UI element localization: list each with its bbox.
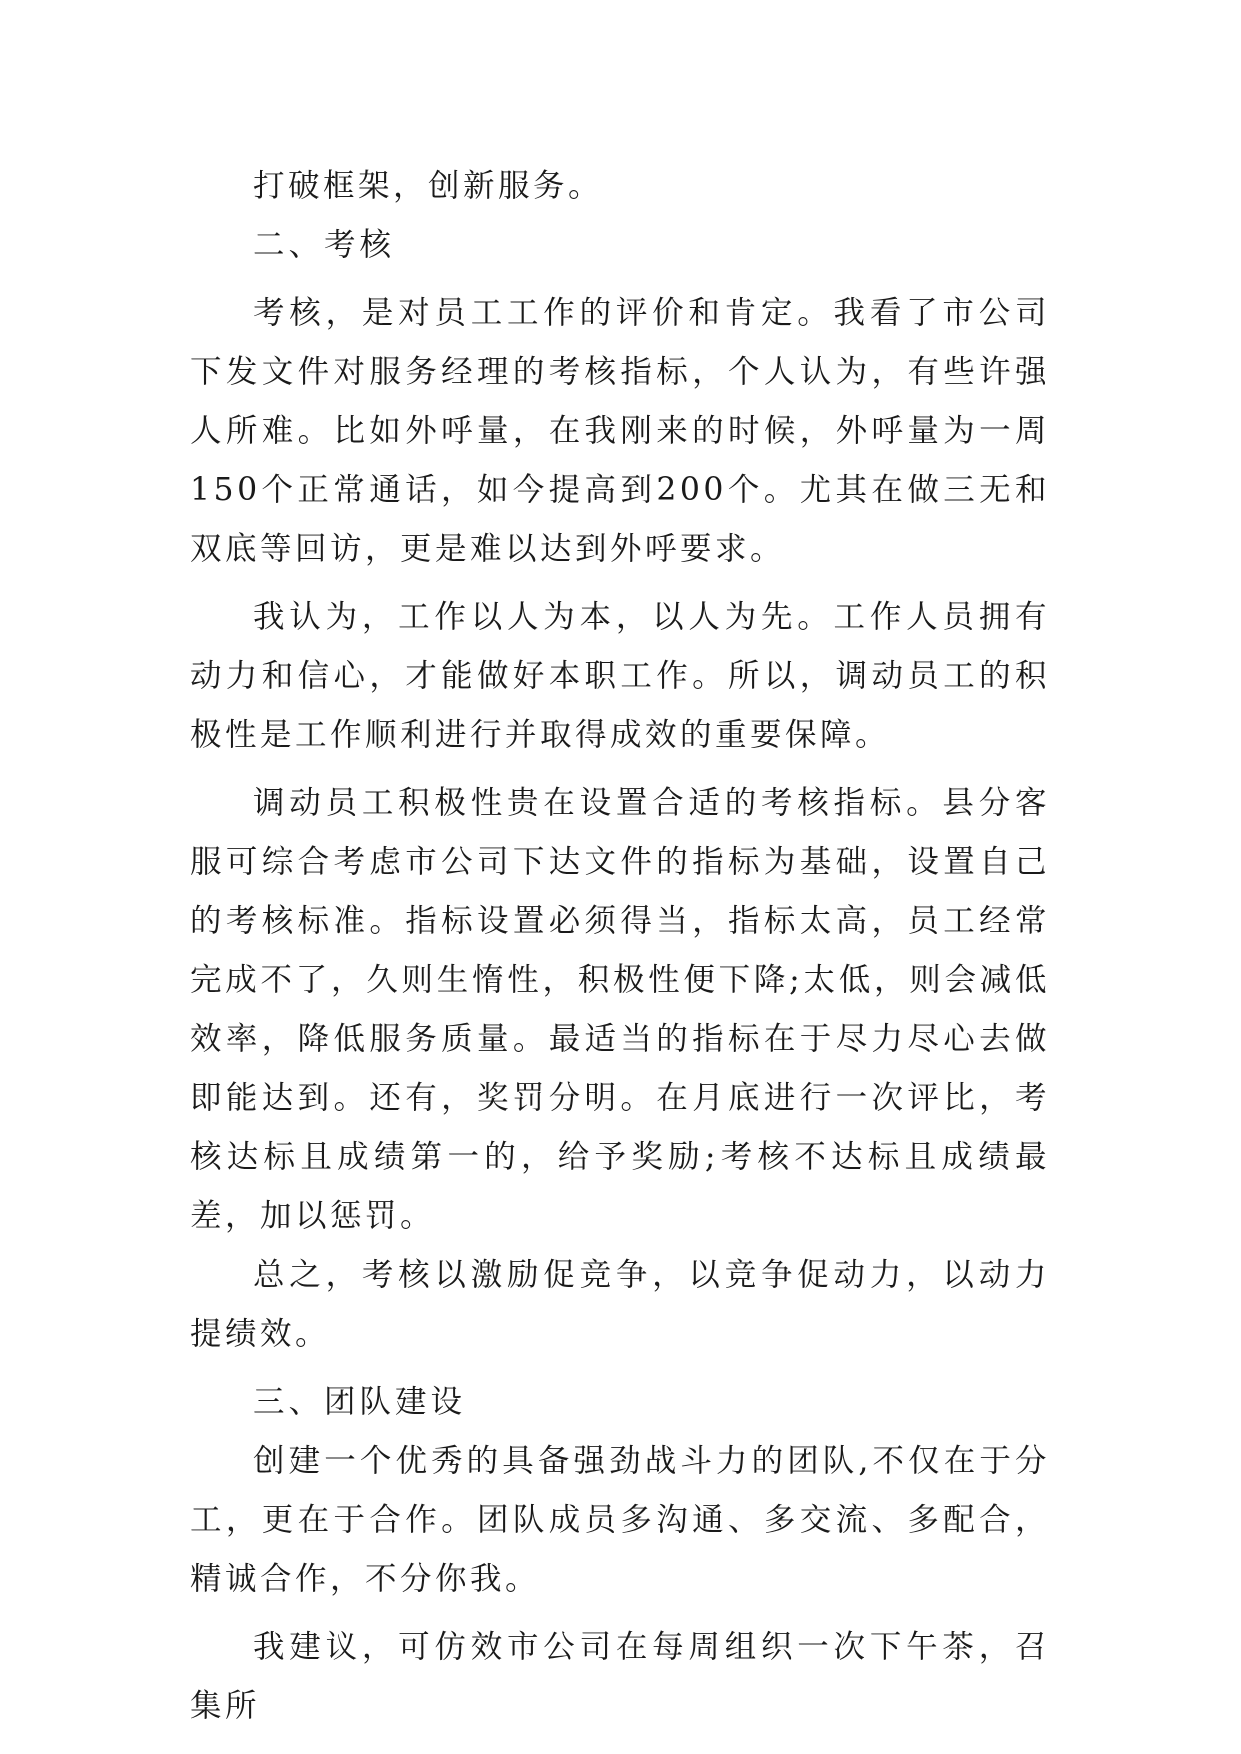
paragraph-team-cooperation: 创建一个优秀的具备强劲战斗力的团队,不仅在于分工，更在于合作。团队成员多沟通、多交流、多配合，精诚合作，不分你我。 <box>190 1443 1050 1597</box>
paragraph-closing-line: 打破框架，创新服务。 <box>253 168 604 204</box>
paragraph-people-first: 我认为，工作以人为本，以人为先。工作人员拥有动力和信心，才能做好本职工作。所以，调动员工的积极性是工作顺利进行并取得成效的重要保障。 <box>190 599 1050 753</box>
paragraph-suggestion: 我建议，可仿效市公司在每周组织一次下午茶，召集所 <box>190 1629 1050 1724</box>
paragraph-assessment-summary: 总之，考核以激励促竞争，以竞争促动力，以动力提绩效。 <box>190 1257 1050 1352</box>
section-heading-assessment: 二、考核 <box>253 227 396 263</box>
section-heading-team-building: 三、团队建设 <box>253 1384 467 1420</box>
paragraph-assessment-intro: 考核，是对员工工作的评价和肯定。我看了市公司下发文件对服务经理的考核指标，个人认为，有些许强人所难。比如外呼量，在我刚来的时候，外呼量为一周150个正常通话，如今提高到200个。尤其在做三无和双底等回访，更是难以达到外呼要求。 <box>190 295 1050 567</box>
paragraph-indicator-setting: 调动员工积极性贵在设置合适的考核指标。县分客服可综合考虑市公司下达文件的指标为基础，设置自己的考核标准。指标设置必须得当，指标太高，员工经常完成不了，久则生惰性，积极性便下降;太低，则会减低效率，降低服务质量。最适当的指标在于尽力尽心去做即能达到。还有，奖罚分明。在月底进行一次评比，考核达标且成绩第一的，给予奖励;考核不达标且成绩最差，加以惩罚。 <box>190 785 1050 1234</box>
document-body <box>190 157 1050 1736</box>
